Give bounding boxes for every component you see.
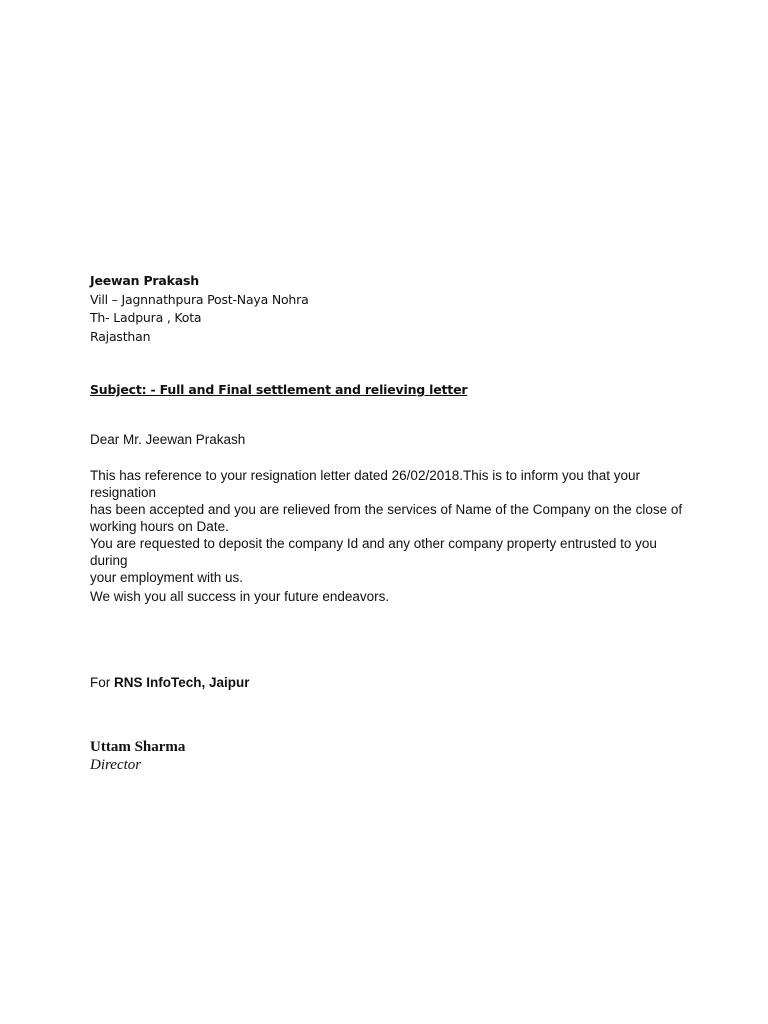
signatory-name: Uttam Sharma (90, 739, 186, 755)
recipient-address-line-3: Rajasthan (90, 328, 151, 344)
paragraph-line: You are requested to deposit the company Id and any other company property entrusted to you during (90, 536, 657, 568)
subject-line: Subject: - Full and Final settlement and relieving letter (90, 382, 468, 397)
recipient-address-line-1: Vill – Jagnnathpura Post-Naya Nohra (90, 291, 309, 307)
paragraph-line: working hours on Date. (90, 519, 229, 534)
salutation: Dear Mr. Jeewan Prakash (90, 432, 246, 447)
paragraph-deposit-property (90, 535, 690, 586)
signature-block (90, 738, 185, 774)
closing-line (90, 674, 690, 691)
paragraph-line: has been accepted and you are relieved from the services of Name of the Company on the close of (90, 502, 683, 517)
paragraph-line: This has reference to your resignation letter dated 26/02/2018.This is to inform you that your resignation (90, 468, 641, 500)
closing-company: RNS InfoTech, Jaipur (114, 675, 250, 690)
paragraph-best-wishes: We wish you all success in your future endeavors. (90, 589, 390, 604)
recipient-address-line-2: Th- Ladpura , Kota (90, 310, 202, 325)
signatory-title: Director (90, 757, 142, 773)
paragraph-resignation-accepted (90, 467, 690, 535)
recipient-name: Jeewan Prakash (90, 273, 199, 288)
recipient-address-block (90, 272, 309, 346)
closing-prefix: For (90, 675, 115, 690)
paragraph-line: your employment with us. (90, 570, 244, 585)
